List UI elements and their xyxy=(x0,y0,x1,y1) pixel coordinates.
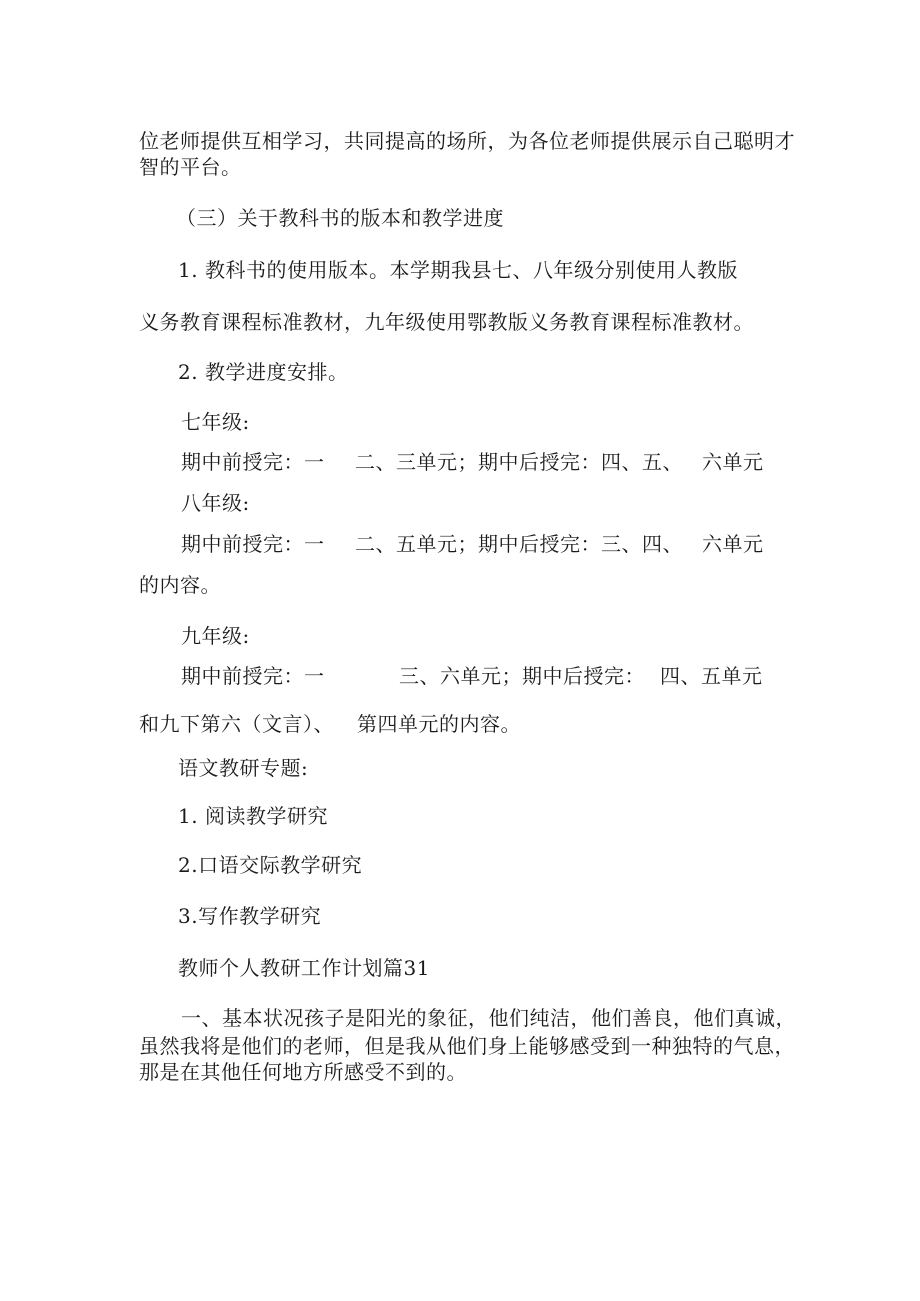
grade9-before-label: 期中前授完：一 xyxy=(181,664,325,688)
grade7-after-rest: 六单元 xyxy=(702,450,764,474)
grade8-before-label: 期中前授完：一 xyxy=(181,532,325,556)
section3-heading: （三）关于教科书的版本和教学进度 xyxy=(176,206,504,230)
grade9-continuation-part2: 第四单元的内容。 xyxy=(357,712,521,736)
grade9-continuation-part1: 和九下第六（文言）、 xyxy=(139,712,334,736)
intro-line-1: 位老师提供互相学习，共同提高的场所，为各位老师提供展示自己聪明才 xyxy=(139,129,795,153)
grade7-before-rest: 二、三单元；期中后授完：四、五、 xyxy=(355,450,683,474)
grade9-before-rest: 三、六单元；期中后授完： xyxy=(399,664,645,688)
item1-line-2: 义务教育课程标准教材，九年级使用鄂教版义务教育课程标准教材。 xyxy=(139,310,754,334)
item2-line: 2. 教学进度安排。 xyxy=(178,360,349,384)
topic-item-2: 2.口语交际教学研究 xyxy=(178,853,363,877)
grade7-label: 七年级: xyxy=(181,410,250,434)
paragraph-line-1: 一、基本状况孩子是阳光的象征，他们纯洁，他们善良，他们真诚， xyxy=(181,1006,796,1030)
article-title: 教师个人教研工作计划篇31 xyxy=(178,956,430,980)
grade9-after-rest: 四、五单元 xyxy=(660,664,763,688)
paragraph-line-3: 那是在其他任何地方所感受不到的。 xyxy=(139,1060,467,1084)
grade8-before-rest: 二、五单元；期中后授完：三、四、 xyxy=(355,532,683,556)
paragraph-line-2: 虽然我将是他们的老师，但是我从他们身上能够感受到一种独特的气息， xyxy=(139,1034,795,1058)
grade7-before-label: 期中前授完：一 xyxy=(181,450,325,474)
topic-item-1: 1. 阅读教学研究 xyxy=(178,804,328,828)
intro-line-2: 智的平台。 xyxy=(139,155,242,179)
grade8-continuation: 的内容。 xyxy=(139,573,221,597)
topic-item-3: 3.写作教学研究 xyxy=(178,904,322,928)
item1-line-1: 1. 教科书的使用版本。本学期我县七、八年级分别使用人教版 xyxy=(178,258,738,282)
grade8-after-rest: 六单元 xyxy=(702,532,764,556)
topics-heading: 语文教研专题: xyxy=(178,756,309,780)
grade8-label: 八年级: xyxy=(181,491,250,515)
grade9-label: 九年级: xyxy=(181,624,250,648)
